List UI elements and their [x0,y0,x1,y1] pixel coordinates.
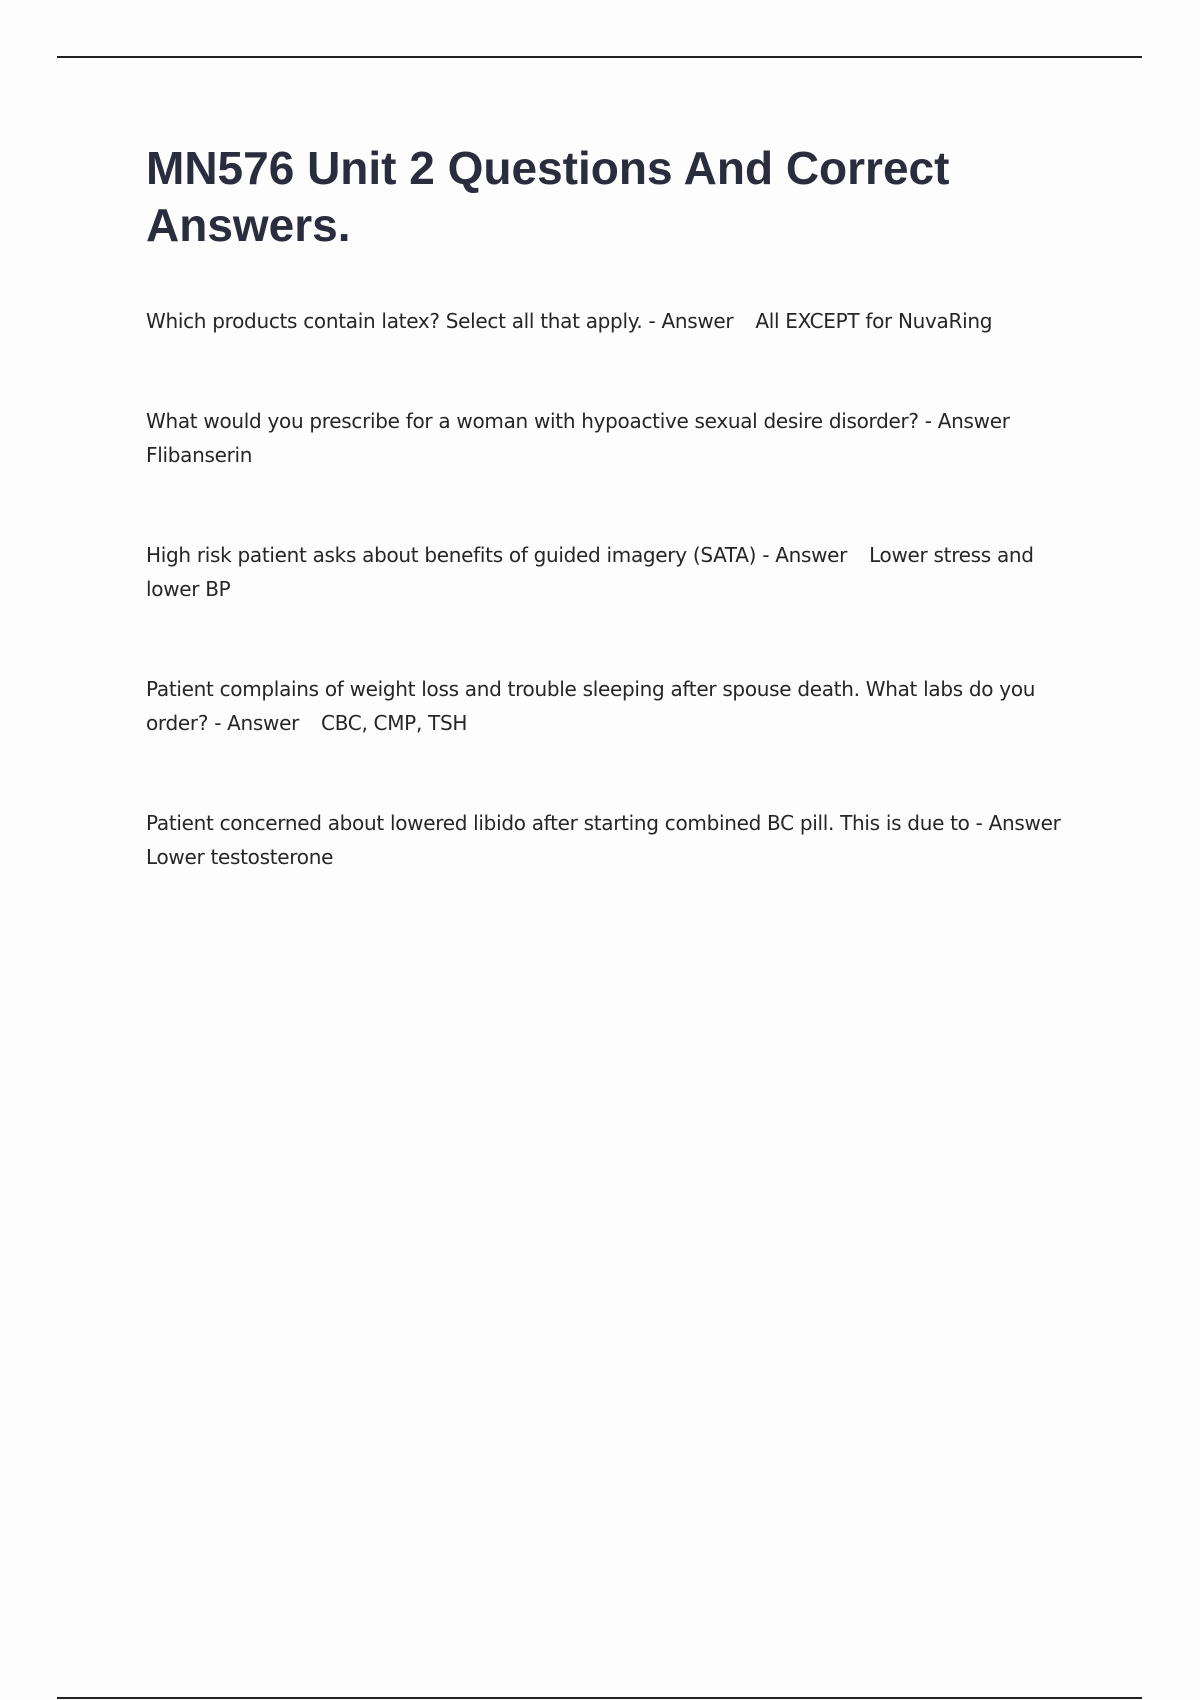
question-text: Patient concerned about lowered libido after starting combined BC pill. This is due to - Answer [146,811,1061,835]
footer-rule [57,1697,1142,1699]
header-rule [57,56,1142,58]
qa-list [146,304,1086,874]
qa-item [146,404,1086,472]
question-text: Which products contain latex? Select all that apply. - Answer [146,309,734,333]
answer-text: Lower testosterone [146,845,334,869]
question-text: Patient complains of weight loss and trouble sleeping after spouse death. What labs do you order? - Answer [146,677,1036,735]
question-text: What would you prescribe for a woman with hypoactive sexual desire disorder? - Answer [146,409,1010,433]
qa-item [146,806,1086,874]
qa-item [146,672,1086,740]
answer-text: All EXCEPT for NuvaRing [755,309,993,333]
qa-item [146,304,1086,338]
document-body [146,140,1086,940]
document-title: MN576 Unit 2 Questions And Correct Answers. [146,142,950,251]
answer-text: Lower stress and lower BP [146,543,1034,601]
qa-item [146,538,1086,606]
answer-text: CBC, CMP, TSH [321,711,468,735]
answer-text: Flibanserin [146,443,253,467]
question-text: High risk patient asks about benefits of guided imagery (SATA) - Answer [146,543,848,567]
